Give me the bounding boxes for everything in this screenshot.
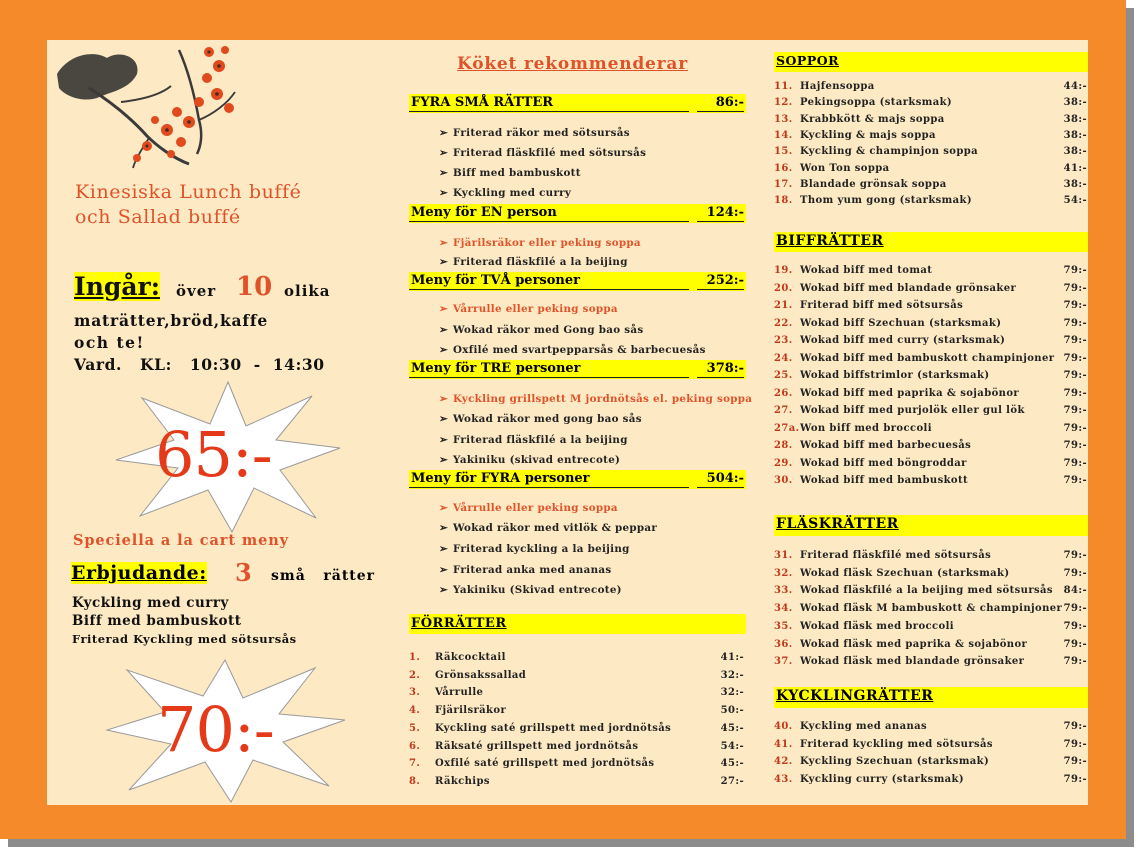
set-menu-price-underline bbox=[697, 487, 744, 488]
item-number: 7. bbox=[409, 758, 421, 770]
section-header bbox=[774, 232, 1088, 252]
arrow-bullet-icon: ➢ bbox=[439, 237, 448, 249]
item-number: 16. bbox=[774, 162, 793, 174]
item-number: 12. bbox=[774, 97, 793, 109]
arrow-bullet-icon: ➢ bbox=[439, 564, 448, 576]
ingar-text-b: olika bbox=[284, 282, 331, 300]
set-menu-item-text: Vårrulle eller peking soppa bbox=[453, 303, 618, 315]
arrow-bullet-icon: ➢ bbox=[439, 393, 448, 405]
item-price: 79:- bbox=[1063, 638, 1087, 650]
item-price: 79:- bbox=[1063, 387, 1087, 399]
item-price: 79:- bbox=[1063, 475, 1087, 486]
item-number: 40. bbox=[774, 721, 793, 732]
set-menu-header bbox=[409, 204, 746, 223]
set-menu-price: 378:- bbox=[706, 361, 744, 376]
item-number: 13. bbox=[774, 113, 793, 125]
starters-title: FÖRRÄTTER bbox=[411, 616, 507, 631]
item-name: Wokad biff med curry (starksmak) bbox=[800, 335, 1006, 346]
item-price: 79:- bbox=[1063, 300, 1087, 311]
item-price: 79:- bbox=[1063, 405, 1087, 416]
item-name: Wokad biff med barbecuesås bbox=[800, 440, 972, 451]
set-menu-item bbox=[439, 454, 620, 466]
set-menu-item-text: Friterad anka med ananas bbox=[453, 564, 612, 576]
item-name: Friterad fläskfilé med sötsursås bbox=[800, 550, 992, 561]
set-menu-item-text: Kyckling grillspett M jordnötsås el. peking soppa bbox=[453, 393, 753, 405]
set-menu-underline bbox=[409, 221, 689, 222]
set-menu-item bbox=[439, 303, 618, 315]
item-price: 45:- bbox=[720, 722, 744, 734]
set-menu-item bbox=[439, 393, 752, 405]
arrow-bullet-icon: ➢ bbox=[439, 127, 448, 139]
set-menu-item-text: Friterad fläskfilé a la beijing bbox=[453, 256, 628, 268]
item-number: 2. bbox=[409, 669, 421, 681]
item-name: Wokad fläskfilé a la beijing med sötsursås bbox=[800, 585, 1053, 597]
item-name: Wokad biffstrimlor (starksmak) bbox=[800, 370, 990, 381]
item-name: Grönsakssallad bbox=[435, 669, 527, 681]
item-number: 27. bbox=[774, 405, 793, 416]
item-price: 41:- bbox=[720, 652, 744, 663]
item-price: 32:- bbox=[720, 669, 744, 681]
item-number: 42. bbox=[774, 756, 793, 768]
set-menu-title: Meny för TRE personer bbox=[411, 361, 581, 376]
starters-header bbox=[409, 614, 746, 634]
arrow-bullet-icon: ➢ bbox=[439, 543, 448, 555]
arrow-bullet-icon: ➢ bbox=[439, 522, 448, 534]
item-name: Oxfilé saté grillspett med jordnötsås bbox=[435, 758, 655, 770]
item-price: 79:- bbox=[1063, 317, 1087, 329]
item-number: 20. bbox=[774, 282, 793, 294]
item-name: Won Ton soppa bbox=[800, 162, 890, 174]
item-name: Blandade grönsak soppa bbox=[800, 178, 947, 190]
set-menu-item-text: Friterad räkor med sötsursås bbox=[453, 127, 630, 139]
item-number: 24. bbox=[774, 352, 793, 364]
item-price: 38:- bbox=[1063, 113, 1087, 125]
item-name: Wokad biff med bambuskott champinjoner bbox=[800, 352, 1055, 364]
item-name: Wokad fläsk Szechuan (starksmak) bbox=[800, 567, 1010, 579]
item-price: 79:- bbox=[1063, 440, 1087, 451]
item-name: Wokad fläsk M bambuskott & champinjoner bbox=[800, 603, 1063, 615]
item-price: 79:- bbox=[1063, 721, 1087, 732]
item-name: Kyckling med ananas bbox=[800, 721, 928, 732]
title-line-1: Kinesiska Lunch buffé bbox=[75, 181, 302, 203]
item-price: 38:- bbox=[1063, 178, 1087, 190]
item-number: 14. bbox=[774, 129, 793, 141]
offer-text: små rätter bbox=[271, 568, 376, 584]
item-number: 30. bbox=[774, 475, 793, 486]
item-price: 32:- bbox=[720, 687, 744, 699]
item-number: 28. bbox=[774, 440, 793, 451]
arrow-bullet-icon: ➢ bbox=[439, 454, 448, 466]
set-menu-item bbox=[439, 187, 571, 199]
item-price: 79:- bbox=[1063, 550, 1087, 561]
item-number: 43. bbox=[774, 774, 793, 786]
section-title: SOPPOR bbox=[776, 53, 839, 68]
special-items bbox=[72, 594, 297, 648]
menu-panel bbox=[47, 40, 1088, 805]
set-menu-title: Meny för FYRA personer bbox=[411, 471, 590, 486]
arrow-bullet-icon: ➢ bbox=[439, 413, 448, 425]
set-menu-underline bbox=[409, 377, 689, 378]
set-menu-item-text: Friterad fläskfilé med sötsursås bbox=[453, 147, 647, 159]
item-name: Krabbkött & majs soppa bbox=[800, 113, 945, 125]
arrow-bullet-icon: ➢ bbox=[439, 434, 448, 446]
item-name: Räkcocktail bbox=[435, 652, 506, 663]
item-name: Wokad biff Szechuan (starksmak) bbox=[800, 317, 1002, 329]
item-number: 32. bbox=[774, 567, 793, 579]
set-menu-header bbox=[409, 470, 746, 489]
special-item-1: Kyckling med curry bbox=[72, 595, 229, 611]
section-title: BIFFRÄTTER bbox=[776, 233, 884, 249]
item-number: 15. bbox=[774, 146, 793, 158]
item-price: 79:- bbox=[1063, 620, 1087, 632]
item-name: Wokad biff med tomat bbox=[800, 265, 933, 276]
set-menu-item-text: Biff med bambuskott bbox=[453, 167, 581, 179]
item-number: 1. bbox=[409, 652, 421, 663]
arrow-bullet-icon: ➢ bbox=[439, 256, 448, 268]
set-menu-header bbox=[409, 94, 746, 113]
ingar-text-a: över bbox=[176, 282, 217, 300]
arrow-bullet-icon: ➢ bbox=[439, 303, 448, 315]
item-name: Friterad biff med sötsursås bbox=[800, 300, 964, 311]
item-price: 79:- bbox=[1063, 265, 1087, 276]
item-name: Kyckling & champinjon soppa bbox=[800, 146, 979, 158]
item-price: 79:- bbox=[1063, 603, 1087, 615]
set-menu-price-underline bbox=[697, 221, 744, 222]
item-price: 54:- bbox=[1063, 195, 1087, 207]
set-menu-price: 86:- bbox=[715, 95, 744, 110]
item-price: 50:- bbox=[720, 705, 744, 717]
set-menu-underline bbox=[409, 289, 689, 290]
set-menu-item-text: Oxfilé med svartpepparsås & barbecuesås bbox=[453, 344, 706, 356]
set-menu-item bbox=[439, 167, 581, 179]
item-price: 79:- bbox=[1063, 774, 1087, 786]
item-number: 36. bbox=[774, 638, 793, 650]
set-menu-price-underline bbox=[697, 377, 744, 378]
item-price: 79:- bbox=[1063, 282, 1087, 294]
item-price: 79:- bbox=[1063, 656, 1087, 668]
set-menu-item bbox=[439, 584, 622, 596]
item-price: 79:- bbox=[1063, 422, 1087, 434]
arrow-bullet-icon: ➢ bbox=[439, 584, 448, 596]
set-menu-item bbox=[439, 344, 706, 356]
item-number: 5. bbox=[409, 722, 421, 734]
item-price: 79:- bbox=[1063, 335, 1087, 346]
item-number: 37. bbox=[774, 656, 793, 668]
set-menu-item-text: Wokad räkor med gong bao sås bbox=[453, 413, 642, 425]
item-name: Wokad fläsk med paprika & sojabönor bbox=[800, 638, 1028, 650]
special-item-2: Biff med bambuskott bbox=[72, 613, 242, 629]
item-name: Wokad fläsk med blandade grönsaker bbox=[800, 656, 1025, 668]
item-name: Kyckling Szechuan (starksmak) bbox=[800, 756, 990, 768]
special-price: 70:- bbox=[157, 693, 274, 766]
ingar-block bbox=[74, 272, 331, 377]
item-price: 27:- bbox=[720, 775, 744, 787]
set-menu-price-underline bbox=[697, 289, 744, 290]
set-menu-item-text: Yakiniku (Skivad entrecote) bbox=[453, 584, 622, 596]
item-name: Räkchips bbox=[435, 775, 490, 787]
set-menu-header bbox=[409, 272, 746, 291]
section-title: FLÄSKRÄTTER bbox=[776, 516, 899, 532]
set-menu-header bbox=[409, 360, 746, 379]
item-price: 38:- bbox=[1063, 146, 1087, 158]
set-menu-title: Meny för EN person bbox=[411, 205, 557, 220]
item-number: 22. bbox=[774, 317, 793, 329]
offer-label: Erbjudande: bbox=[71, 562, 207, 584]
middle-column bbox=[409, 40, 753, 805]
set-menu-item bbox=[439, 256, 628, 268]
set-menu-underline bbox=[409, 111, 689, 112]
set-menu-item-text: Yakiniku (skivad entrecote) bbox=[453, 454, 621, 466]
item-name: Fjärilsräkor bbox=[435, 705, 507, 717]
item-number: 17. bbox=[774, 178, 793, 190]
item-name: Kyckling curry (starksmak) bbox=[800, 774, 965, 786]
item-number: 6. bbox=[409, 740, 421, 752]
item-number: 3. bbox=[409, 687, 421, 699]
item-number: 19. bbox=[774, 265, 793, 276]
ingar-line-2: maträtter,bröd,kaffe bbox=[74, 311, 268, 330]
item-price: 79:- bbox=[1063, 352, 1087, 364]
item-number: 31. bbox=[774, 550, 793, 561]
set-menu-price: 124:- bbox=[706, 205, 744, 220]
set-menu-title: Meny för TVÅ personer bbox=[411, 273, 580, 288]
set-menu-price: 252:- bbox=[706, 273, 744, 288]
set-menu-item bbox=[439, 413, 642, 425]
section-header bbox=[774, 515, 1088, 536]
item-name: Wokad biff med bambuskott bbox=[800, 475, 969, 486]
item-name: Won biff med broccoli bbox=[800, 422, 932, 434]
item-number: 33. bbox=[774, 585, 793, 597]
section-header bbox=[774, 687, 1088, 708]
set-menu-item-text: Wokad räkor med vitlök & peppar bbox=[453, 522, 658, 534]
item-price: 79:- bbox=[1063, 756, 1087, 768]
item-number: 11. bbox=[774, 81, 793, 92]
item-number: 35. bbox=[774, 620, 793, 632]
set-menu-item bbox=[439, 127, 630, 139]
item-number: 4. bbox=[409, 705, 421, 717]
set-menu-item-text: Friterad kyckling a la beijing bbox=[453, 543, 630, 555]
recommend-heading: Köket rekommenderar bbox=[457, 54, 688, 74]
item-price: 84:- bbox=[1063, 585, 1087, 597]
item-price: 38:- bbox=[1063, 129, 1087, 141]
item-name: Wokad biff med paprika & sojabönor bbox=[800, 387, 1020, 399]
item-name: Wokad biff med böngroddar bbox=[800, 457, 967, 469]
item-price: 54:- bbox=[720, 740, 744, 752]
set-menu-item-text: Friterad fläskfilé a la beijing bbox=[453, 434, 628, 446]
item-name: Friterad kyckling med sötsursås bbox=[800, 738, 993, 750]
item-name: Räksaté grillspett med jordnötsås bbox=[435, 740, 639, 752]
item-number: 18. bbox=[774, 195, 793, 207]
set-menu-item bbox=[439, 237, 641, 249]
opening-hours: Vard. KL: 10:30 - 14:30 bbox=[74, 355, 325, 374]
arrow-bullet-icon: ➢ bbox=[439, 187, 448, 199]
item-name: Thom yum gong (starksmak) bbox=[800, 195, 973, 207]
set-menu-item-text: Kyckling med curry bbox=[453, 187, 572, 199]
set-menu-item-text: Wokad räkor med Gong bao sås bbox=[453, 324, 644, 336]
item-number: 29. bbox=[774, 457, 793, 469]
special-item-3: Friterad Kyckling med sötsursås bbox=[72, 632, 297, 646]
item-price: 38:- bbox=[1063, 97, 1087, 109]
section-header bbox=[774, 52, 1088, 72]
item-name: Pekingsoppa (starksmak) bbox=[800, 97, 953, 109]
item-number: 25. bbox=[774, 370, 793, 381]
left-column bbox=[47, 40, 397, 805]
arrow-bullet-icon: ➢ bbox=[439, 502, 448, 514]
set-menu-item bbox=[439, 522, 657, 534]
item-number: 34. bbox=[774, 603, 793, 615]
arrow-bullet-icon: ➢ bbox=[439, 344, 448, 356]
item-number: 23. bbox=[774, 335, 793, 346]
item-price: 79:- bbox=[1063, 738, 1087, 750]
set-menu-item-text: Fjärilsräkor eller peking soppa bbox=[453, 237, 641, 249]
ingar-count: 10 bbox=[236, 272, 273, 302]
item-name: Kyckling saté grillspett med jordnötsås bbox=[435, 722, 672, 734]
ingar-line-3: och te! bbox=[74, 333, 145, 352]
set-menu-underline bbox=[409, 487, 689, 488]
set-menu-price: 504:- bbox=[706, 471, 744, 486]
offer-count: 3 bbox=[235, 558, 252, 587]
plum-blossom-illustration bbox=[49, 42, 254, 174]
item-price: 79:- bbox=[1063, 567, 1087, 579]
item-number: 21. bbox=[774, 300, 793, 311]
item-name: Vårrulle bbox=[435, 687, 484, 699]
set-menu-item bbox=[439, 502, 618, 514]
special-heading: Speciella a la cart meny bbox=[73, 532, 289, 549]
set-menu-title: FYRA SMÅ RÄTTER bbox=[411, 95, 554, 110]
set-menu-item bbox=[439, 564, 611, 576]
item-number: 41. bbox=[774, 738, 793, 750]
set-menu-item bbox=[439, 147, 646, 159]
right-column bbox=[774, 40, 1088, 805]
title-line-2: och Sallad buffé bbox=[75, 206, 241, 228]
item-price: 79:- bbox=[1063, 370, 1087, 381]
set-menu-item-text: Vårrulle eller peking soppa bbox=[453, 502, 618, 514]
item-name: Wokad biff med purjolök eller gul lök bbox=[800, 405, 1025, 416]
item-number: 27a. bbox=[774, 422, 800, 434]
item-price: 45:- bbox=[720, 758, 744, 770]
arrow-bullet-icon: ➢ bbox=[439, 147, 448, 159]
set-menu-item bbox=[439, 434, 628, 446]
lunch-price: 65:- bbox=[155, 418, 272, 491]
item-name: Wokad fläsk med broccoli bbox=[800, 620, 954, 632]
item-price: 41:- bbox=[1063, 162, 1087, 174]
item-number: 26. bbox=[774, 387, 793, 399]
item-price: 44:- bbox=[1063, 81, 1087, 92]
item-number: 8. bbox=[409, 775, 421, 787]
set-menu-item bbox=[439, 324, 643, 336]
item-name: Kyckling & majs soppa bbox=[800, 129, 936, 141]
ingar-label: Ingår: bbox=[74, 272, 160, 301]
restaurant-title bbox=[75, 180, 302, 230]
item-name: Hajfensoppa bbox=[800, 81, 875, 92]
item-name: Wokad biff med blandade grönsaker bbox=[800, 282, 1017, 294]
set-menu-price-underline bbox=[697, 111, 744, 112]
special-offer bbox=[71, 558, 391, 590]
arrow-bullet-icon: ➢ bbox=[439, 167, 448, 179]
set-menu-item bbox=[439, 543, 630, 555]
arrow-bullet-icon: ➢ bbox=[439, 324, 448, 336]
section-title: KYCKLINGRÄTTER bbox=[776, 688, 934, 704]
item-price: 79:- bbox=[1063, 457, 1087, 469]
